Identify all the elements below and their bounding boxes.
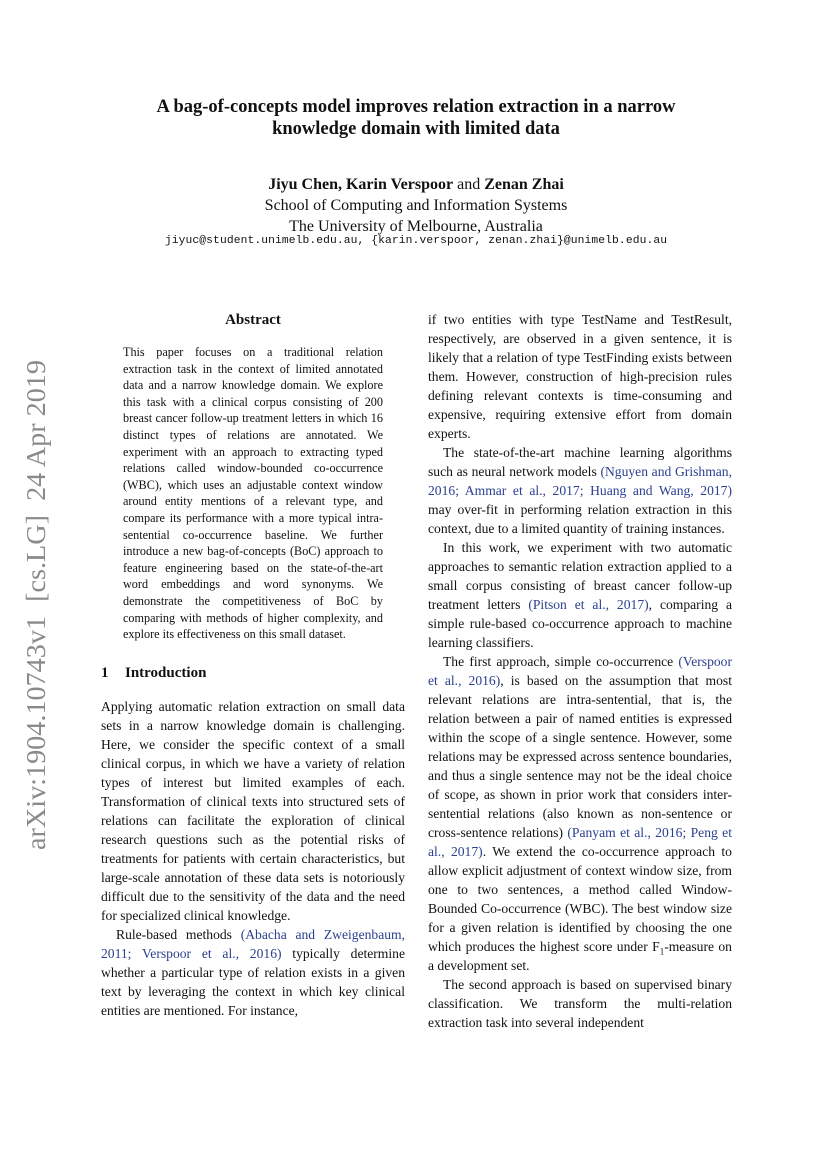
intro-r2-text-b: may over-fit in performing relation extraction in this context, due to a limited quantity of training instances. xyxy=(428,502,732,536)
arxiv-stamp xyxy=(12,360,58,850)
citation-link[interactable]: (Verspoor et al., 2016) xyxy=(428,654,732,688)
author-names-2: Zenan Zhai xyxy=(484,176,564,193)
intro-paragraph-1: Applying automatic relation extraction on small data sets in a narrow knowledge domain is challenging. Here, we consider the specific context of a small clinical corpus, in which we have a variety of relation types of interest but limited examples of each. Transformation of clinical texts into structured sets of relations can facilitate the exploration of clinical research questions such as the potential risks of treatments for patients with certain characteristics, but large-scale annotation of these data sets is notoriously difficult due to the sensitivity of the data and the need for specialized clinical knowledge. xyxy=(101,698,405,923)
intro-r3-text-a: In this work, we experiment with two automatic approaches to semantic relation extraction applied to a small corpus consisting of breast cancer follow-up treatment letters xyxy=(428,540,732,612)
right-column xyxy=(428,310,732,1032)
paper-title xyxy=(100,96,732,140)
title-line-1: A bag-of-concepts model improves relation extraction in a narrow xyxy=(156,97,676,117)
intro-p2-text-a: Rule-based methods xyxy=(116,926,241,942)
citation-link[interactable]: (Abacha and Zweigenbaum, 2011; Verspoor et al., 2016) xyxy=(101,926,406,961)
intro-paragraph-6: The second approach is based on supervised binary classification. We transform the multi-relation extraction task into several independent xyxy=(428,977,732,1030)
citation-link[interactable]: (Panyam et al., 2016; Peng et al., 2017) xyxy=(428,825,732,859)
section-heading-introduction xyxy=(101,663,405,683)
section-title: Introduction xyxy=(125,664,207,681)
intro-paragraph-4 xyxy=(428,538,732,652)
intro-r2-text-a: The state-of-the-art machine learning algorithms such as neural network models xyxy=(428,445,732,479)
abstract-heading: Abstract xyxy=(225,312,281,328)
intro-paragraph-2-cont: if two entities with type TestName and TestResult, respectively, are observed in a given sentence, it is likely that a relation of type TestFinding exists between them. However, construction of high-precision rules defining relevant contexts is time-consuming and expensive, requiring extensive effort from domain experts. xyxy=(428,312,732,441)
title-line-2: knowledge domain with limited data xyxy=(272,119,560,139)
affiliation-line-2: The University of Melbourne, Australia xyxy=(289,218,543,235)
arxiv-stamp-text: arXiv:1904.10743v1 [cs.LG] 24 Apr 2019 xyxy=(20,371,51,850)
citation-link[interactable]: (Pitson et al., 2017) xyxy=(528,597,649,612)
left-column xyxy=(101,310,405,1020)
intro-paragraph-2 xyxy=(101,925,405,1020)
author-and: and xyxy=(453,176,485,193)
intro-paragraph-3 xyxy=(428,443,732,538)
intro-r3-text-b: , comparing a simple rule-based co-occurrence approach to machine learning classifiers. xyxy=(428,597,732,650)
intro-r4-text-a: The first approach, simple co-occurrence xyxy=(443,654,679,669)
abstract-text: This paper focuses on a traditional relation extraction task in the context of limited annotated data and a narrow knowledge domain. We explore this task with a clinical corpus consisting of 200 breast cancer follow-up treatment letters in which 16 distinct types of relations are annotated. We experiment with an approach to extracting typed relations called window-bounded co-occurrence (WBC), which uses an adjustable context window around entity mentions of a relevant type, and compare its performance with a more typical intra-sentential co-occurrence baseline. We further introduce a new bag-of-concepts (BoC) approach to feature engineering based on the state-of-the-art word embeddings and word synonyms. We demonstrate the competitiveness of BoC by comparing with methods of higher complexity, and explore its effectiveness on this small dataset. xyxy=(123,345,383,642)
intro-p2-text-b: typically determine whether a particular type of relation exists in a given text by leveraging the context in which key clinical entities are mentioned. For instance, xyxy=(101,945,405,1018)
affiliation-line-1: School of Computing and Information Systems xyxy=(264,197,568,214)
intro-r4-text-d: -measure on a development set. xyxy=(428,939,732,973)
author-names-1: Jiyu Chen, Karin Verspoor xyxy=(268,176,454,193)
intro-r4-text-c: . We extend the co-occurrence approach to allow explicit adjustment of context window size, from one to two sentences, a method called Window-Bounded Co-occurrence (WBC). The best window size for a given relation is identified by choosing the one which produces the highest score under F xyxy=(428,844,732,954)
section-number: 1 xyxy=(101,664,109,681)
intro-paragraph-5 xyxy=(428,652,732,975)
author-names xyxy=(100,174,732,195)
author-block xyxy=(100,174,732,237)
intro-r4-text-b: , is based on the assumption that most relevant relations are intra-sentential, that is, the relation between a pair of named entities is expressed within the scope of a single sentence. However, some relations may be expressed across sentence boundaries, and thus a single sentence may not be the ideal choice of scope, as shown in prior work that considers inter-sentential relations (also known as non-sentence or cross-sentence relations) xyxy=(428,673,732,840)
citation-link[interactable]: (Nguyen and Grishman, 2016; Ammar et al., 2017; Huang and Wang, 2017) xyxy=(428,464,733,498)
f1-subscript: 1 xyxy=(659,946,665,957)
author-emails: jiyuc@student.unimelb.edu.au, {karin.verspoor, zenan.zhai}@unimelb.edu.au xyxy=(164,235,668,247)
